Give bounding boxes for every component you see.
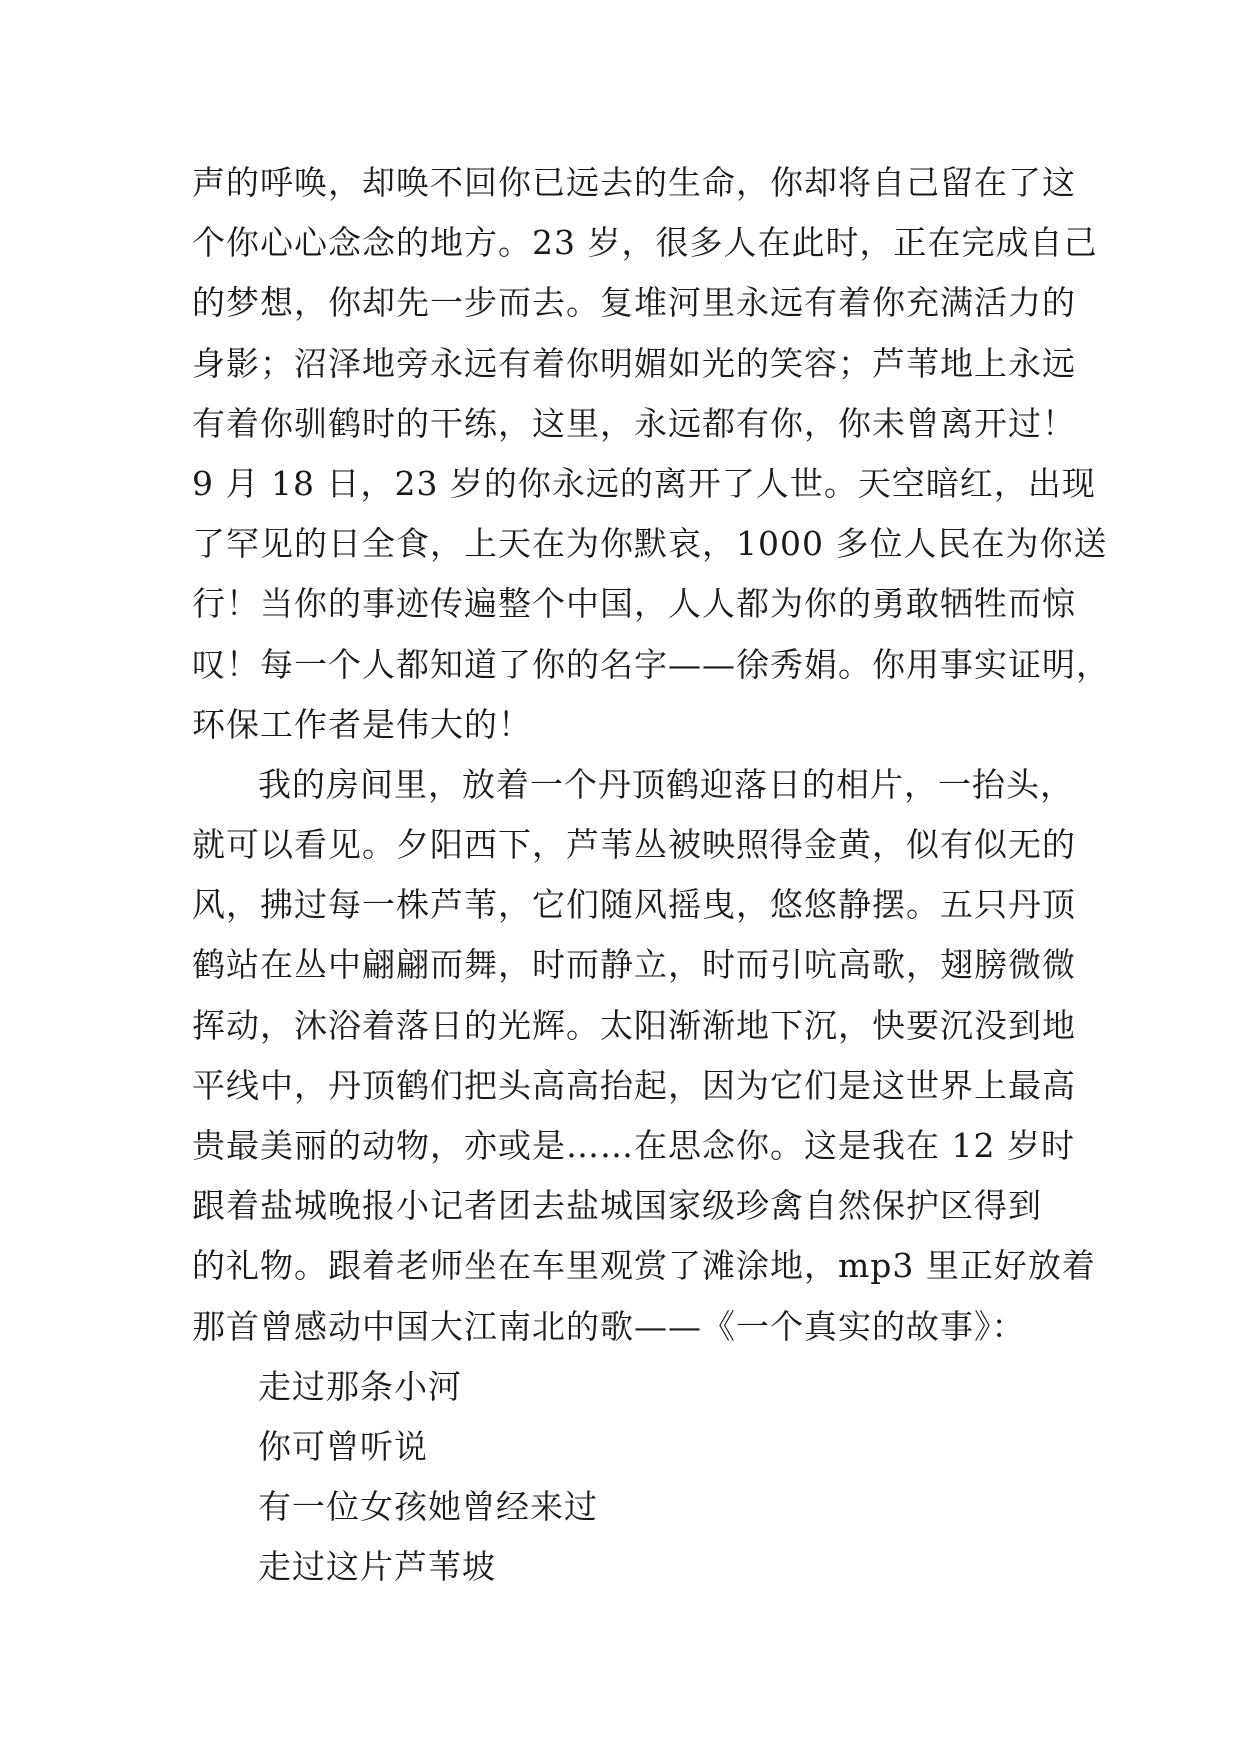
text-line: 跟着盐城晚报小记者团去盐城国家级珍禽自然保护区得到	[192, 1186, 1042, 1226]
document-page	[192, 153, 1110, 1598]
lyric-line: 走过这片芦苇坡	[258, 1547, 496, 1587]
text-line: 就可以看见。夕阳西下，芦苇丛被映照得金黄，似有似无的	[192, 825, 1076, 865]
text-line: 鹤站在丛中翩翩而舞，时而静立，时而引吭高歌，翅膀微微	[192, 945, 1076, 985]
text-line: 声的呼唤，却唤不回你已远去的生命，你却将自己留在了这	[192, 163, 1076, 202]
text-line: 环保工作者是伟大的！	[192, 704, 532, 744]
text-line: 平线中，丹顶鹤们把头高高抬起，因为它们是这世界上最高	[192, 1065, 1076, 1105]
lyric-line: 走过那条小河	[258, 1366, 462, 1406]
text-line: 风，拂过每一株芦苇，它们随风摇曳，悠悠静摆。五只丹顶	[192, 885, 1076, 925]
text-line: 的梦想，你却先一步而去。复堆河里永远有着你充满活力的	[192, 283, 1076, 323]
text-line: 我的房间里，放着一个丹顶鹤迎落日的相片，一抬头，	[258, 764, 1074, 804]
text-line: 了罕见的日全食，上天在为你默哀，1000 多位人民在为你送	[192, 524, 1108, 564]
text-line: 有着你驯鹤时的干练，这里，永远都有你，你未曾离开过！	[192, 403, 1076, 443]
text-line: 行！当你的事迹传遍整个中国，人人都为你的勇敢牺牲而惊	[192, 584, 1076, 624]
lyric-line: 你可曾听说	[258, 1426, 428, 1466]
text-line: 的礼物。跟着老师坐在车里观赏了滩涂地，mp3 里正好放着	[192, 1246, 1096, 1286]
text-line: 9 月 18 日，23 岁的你永远的离开了人世。天空暗红，出现	[192, 463, 1096, 503]
text-line: 叹！每一个人都知道了你的名字——徐秀娟。你用事实证明，	[192, 644, 1110, 684]
text-line: 身影；沼泽地旁永远有着你明媚如光的笑容；芦苇地上永远	[192, 343, 1076, 383]
text-line: 挥动，沐浴着落日的光辉。太阳渐渐地下沉，快要沉没到地	[192, 1005, 1076, 1045]
text-line: 那首曾感动中国大江南北的歌——《一个真实的故事》：	[192, 1306, 1026, 1346]
lyric-line: 有一位女孩她曾经来过	[258, 1487, 598, 1527]
text-line: 个你心心念念的地方。23 岁，很多人在此时，正在完成自己	[192, 223, 1098, 263]
text-line: 贵最美丽的动物，亦或是……在思念你。这是我在 12 岁时	[192, 1126, 1075, 1165]
